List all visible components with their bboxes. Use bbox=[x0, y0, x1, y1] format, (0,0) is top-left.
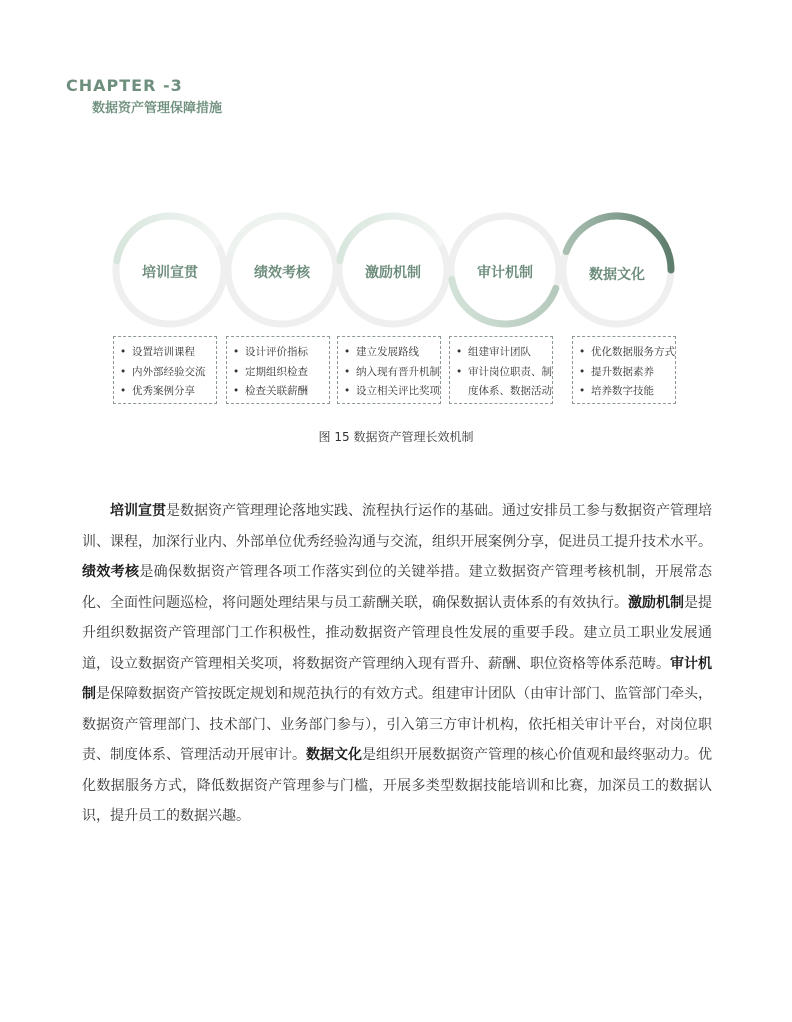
term-bold: 培训宣贯 bbox=[110, 503, 166, 519]
stage-item: • 定期组织检查 bbox=[233, 363, 327, 383]
ring-arc-1 bbox=[231, 216, 323, 252]
chapter-heading: CHAPTER -3 bbox=[66, 76, 183, 95]
ring-arc-2 bbox=[340, 216, 440, 261]
stage-item: • 设置培训课程 bbox=[120, 343, 214, 363]
stage-label-0: 培训宣贯 bbox=[142, 265, 198, 281]
stage-item: • 培养数字技能 bbox=[579, 382, 673, 402]
body-paragraph bbox=[82, 496, 712, 832]
stage-label-2: 激励机制 bbox=[365, 265, 421, 281]
term-bold: 绩效考核 bbox=[82, 564, 140, 580]
figure-caption: 图 15 数据资产管理长效机制 bbox=[318, 430, 474, 444]
stage-item: • 建立发展路线 bbox=[344, 343, 438, 363]
stage-label-1: 绩效考核 bbox=[254, 265, 310, 281]
term-text: 是确保数据资产管理各项工作落实到位的关键举措。建立数据资产管理考核机制，开展常态化、全面性问题巡检，将问题处理结果与员工薪酬关联，确保数据认责体系的有效执行。 bbox=[82, 564, 713, 611]
chapter-subtitle: 数据资产管理保障措施 bbox=[92, 101, 223, 116]
stage-item: • 纳入现有晋升机制 bbox=[344, 363, 438, 383]
stage-item: • 优化数据服务方式 bbox=[579, 343, 673, 363]
ring-arc-3 bbox=[452, 279, 556, 324]
term-bold: 审计机制 bbox=[82, 655, 712, 702]
term-text: 是数据资产管理理论落地实践、流程执行运作的基础。通过安排员工参与数据资产管理培训、课程，加深行业内、外部单位优秀经验沟通与交流，组织开展案例分享，促进员工提升技术水平。 bbox=[82, 503, 712, 550]
stage-box-4 bbox=[572, 336, 676, 404]
stage-item: • 优秀案例分享 bbox=[120, 382, 214, 402]
stage-item: • 设立相关评比奖项 bbox=[344, 382, 438, 402]
term-bold: 激励机制 bbox=[628, 594, 684, 611]
stage-item: • 审计岗位职责、制 bbox=[456, 363, 550, 383]
term-bold: 数据文化 bbox=[306, 747, 362, 763]
term-text: 是提升组织数据资产管理部门工作积极性，推动数据资产管理良性发展的重要手段。建立员工职业发展通道，设立数据资产管理相关奖项，将数据资产管理纳入现有晋升、薪酬、职位资格等体系范畴。 bbox=[82, 594, 712, 672]
ring-arc-0 bbox=[117, 216, 217, 261]
stage-box-0 bbox=[113, 336, 217, 404]
term-text: 是保障数据资产管按既定规划和规范执行的有效方式。组建审计团队（由审计部门、监管部门牵头，数据资产管理部门、技术部门、业务部门参与），引入第三方审计机构，依托相关审计平台，对岗位职责、制度体系、管理活动开展审计。 bbox=[82, 686, 712, 763]
stage-item: • 检查关联薪酬 bbox=[233, 382, 327, 402]
stage-item: • 内外部经验交流 bbox=[120, 363, 214, 383]
stage-box-3 bbox=[449, 336, 553, 404]
stage-item: • 设计评价指标 bbox=[233, 343, 327, 363]
stage-item: • 提升数据素养 bbox=[579, 363, 673, 383]
stage-item: 度体系、数据活动 bbox=[468, 385, 552, 397]
stage-box-1 bbox=[226, 336, 330, 404]
stage-label-3: 审计机制 bbox=[477, 265, 533, 281]
term-text: 是组织开展数据资产管理的核心价值观和最终驱动力。优化数据服务方式，降低数据资产管理参与门槛，开展多类型数据技能培训和比赛，加深员工的数据认识，提升员工的数据兴趣。 bbox=[82, 747, 712, 824]
stage-item: • 组建审计团队 bbox=[456, 343, 550, 363]
stage-box-2 bbox=[337, 336, 441, 404]
ring-arc-4 bbox=[566, 216, 671, 270]
stage-label-4: 数据文化 bbox=[589, 267, 645, 283]
